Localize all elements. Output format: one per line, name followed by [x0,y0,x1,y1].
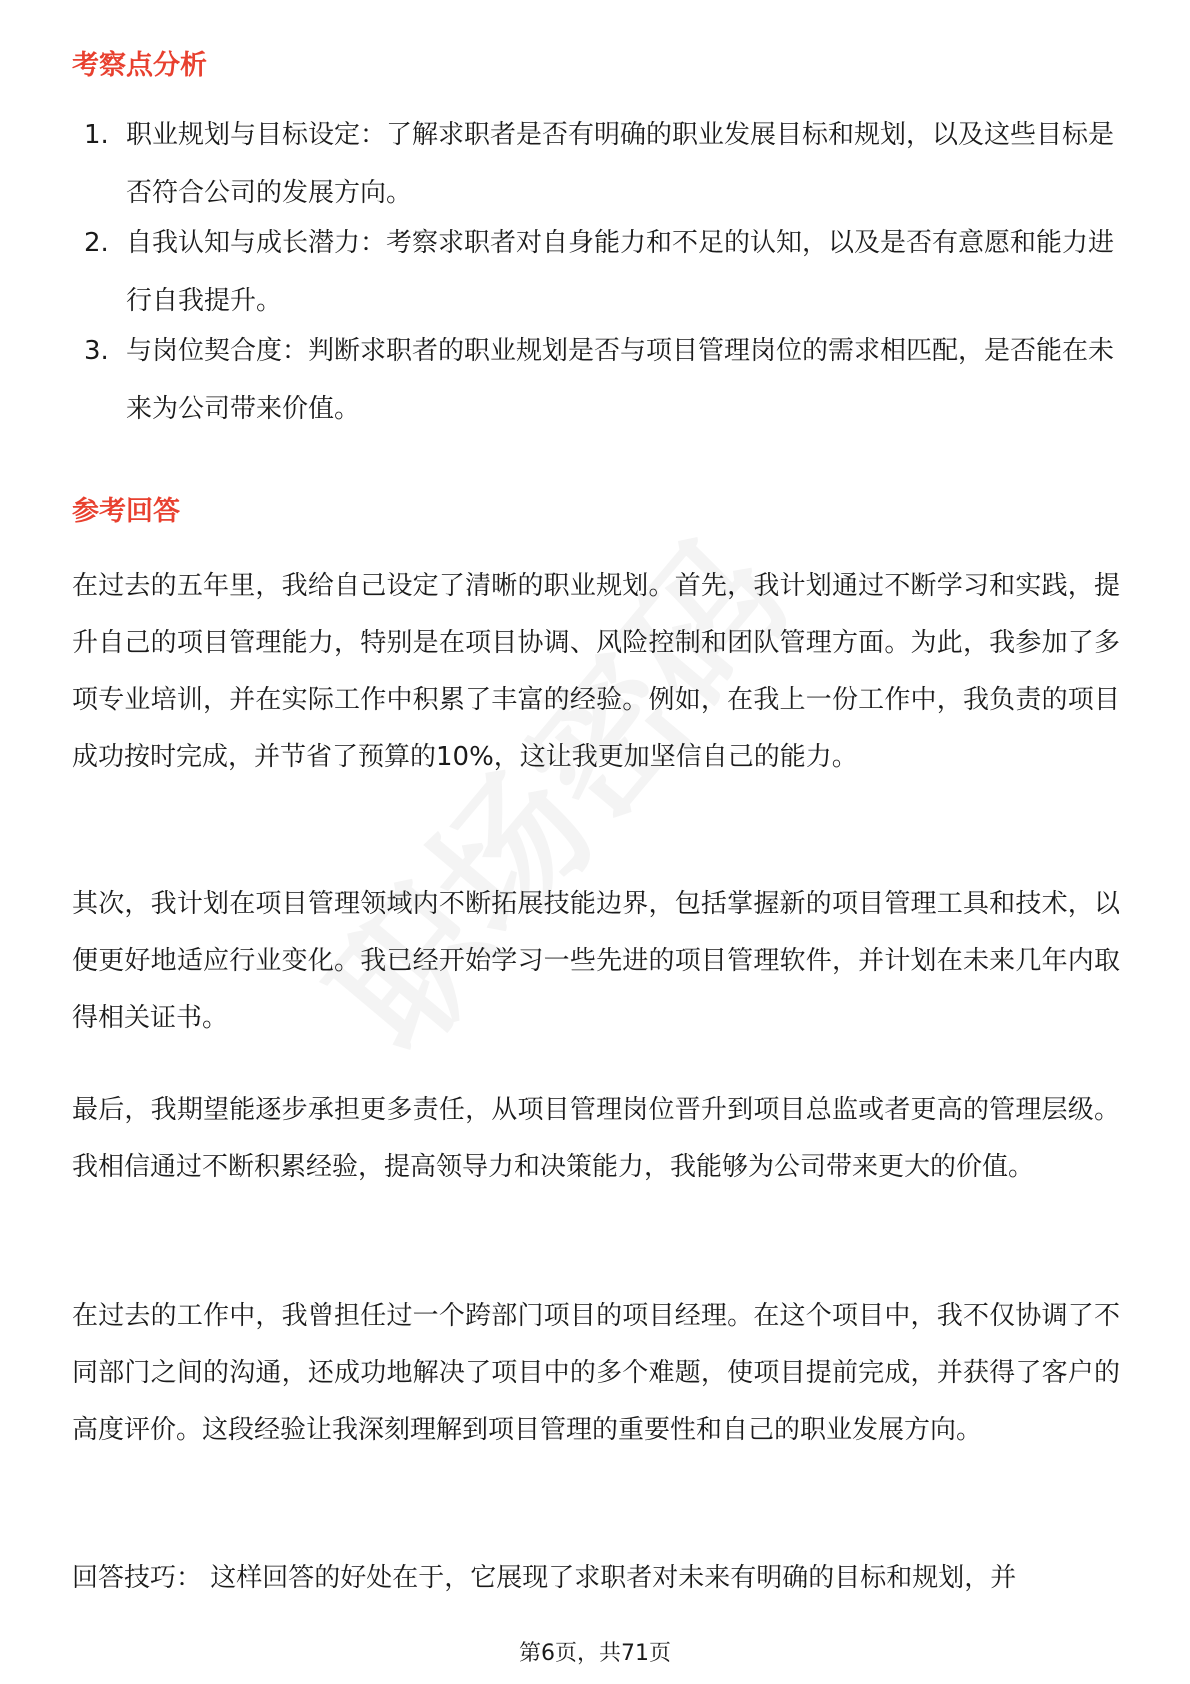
paragraph: 在过去的工作中，我曾担任过一个跨部门项目的项目经理。在这个项目中，我不仅协调了不同部门之间的沟通，还成功地解决了项目中的多个难题，使项目提前完成，并获得了客户的高度评价。这段经验让我深刻理解到项目管理的重要性和自己的职业发展方向。 [72,1301,1120,1445]
paragraph: 最后，我期望能逐步承担更多责任，从项目管理岗位晋升到项目总监或者更高的管理层级。我相信通过不断积累经验，提高领导力和决策能力，我能够为公司带来更大的价值。 [72,1095,1120,1182]
list-item [84,106,1114,222]
list-number: 2. [84,228,109,258]
section-title-analysis: 考察点分析 [72,50,207,81]
list-number: 1. [84,120,109,150]
section-title-answer: 参考回答 [72,496,180,527]
list-text: 职业规划与目标设定：了解求职者是否有明确的职业发展目标和规划，以及这些目标是否符合公司的发展方向。 [126,120,1115,208]
list-item [84,322,1114,438]
list-number: 3. [84,336,109,366]
list-item [84,214,1114,330]
page-footer: 第6页，共71页 [519,1641,671,1666]
list-text: 与岗位契合度：判断求职者的职业规划是否与项目管理岗位的需求相匹配，是否能在未来为公司带来价值。 [126,336,1115,424]
paragraph: 其次，我计划在项目管理领域内不断拓展技能边界，包括掌握新的项目管理工具和技术，以便更好地适应行业变化。我已经开始学习一些先进的项目管理软件，并计划在未来几年内取得相关证书。 [72,889,1120,1033]
paragraph: 在过去的五年里，我给自己设定了清晰的职业规划。首先，我计划通过不断学习和实践，提升自己的项目管理能力，特别是在项目协调、风险控制和团队管理方面。为此，我参加了多项专业培训，并在实际工作中积累了丰富的经验。例如，在我上一份工作中，我负责的项目成功按时完成，并节省了预算的10%，这让我更加坚信自己的能力。 [72,571,1120,772]
list-text: 自我认知与成长潜力：考察求职者对自身能力和不足的认知，以及是否有意愿和能力进行自我提升。 [126,228,1115,316]
paragraph: 回答技巧： 这样回答的好处在于，它展现了求职者对未来有明确的目标和规划，并 [72,1563,1017,1593]
